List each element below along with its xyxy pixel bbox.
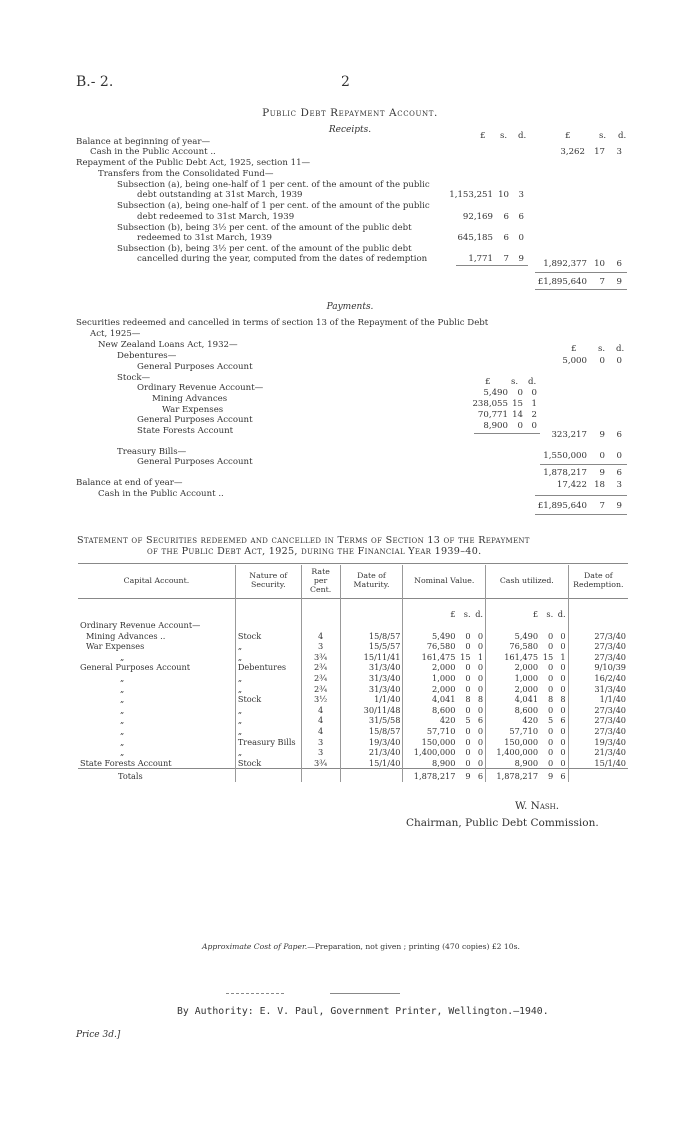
table-row bbox=[78, 641, 628, 652]
cell-redemption: 31/3/40 bbox=[568, 684, 628, 695]
cell-cash-d: 6 bbox=[560, 715, 566, 726]
cell-account: General Purposes Account bbox=[80, 662, 191, 673]
signatory-title: Chairman, Public Debt Commission. bbox=[406, 817, 599, 829]
cell-maturity: 15/1/40 bbox=[340, 758, 403, 769]
cell-cash-d: 0 bbox=[560, 725, 566, 736]
table-row bbox=[78, 747, 628, 758]
cell-rate: 3½ bbox=[301, 694, 340, 705]
cell-nom: 420 bbox=[403, 715, 458, 726]
cell-rate: 2¾ bbox=[301, 673, 340, 684]
cell-nature: Debentures bbox=[235, 662, 301, 673]
cell-account: „ bbox=[120, 683, 125, 694]
cell-maturity: 15/11/41 bbox=[340, 652, 403, 663]
cell-rate: 3 bbox=[301, 737, 340, 748]
cell-rate: 2¾ bbox=[301, 662, 340, 673]
cell-nom-s: 0 bbox=[465, 641, 471, 652]
col-cash-utilized: Cash utilized. bbox=[486, 565, 569, 598]
account-title: Public Debt Repayment Account. bbox=[262, 107, 438, 119]
cell-nom-d: 8 bbox=[477, 694, 484, 705]
cell-nom-s: 0 bbox=[465, 736, 471, 747]
cell-rate bbox=[301, 620, 340, 631]
cell-nom: 57,710 bbox=[403, 726, 458, 737]
cell-nature: „ bbox=[235, 641, 301, 652]
cell-redemption: 19/3/40 bbox=[568, 737, 628, 748]
cell-redemption: 16/2/40 bbox=[568, 673, 628, 684]
cell-account: Mining Advances .. bbox=[86, 630, 166, 641]
cell-cash-d: 0 bbox=[560, 673, 566, 684]
cell-nom-s: 0 bbox=[465, 725, 471, 736]
cell-nom-d: 0 bbox=[477, 747, 484, 758]
col-nature: Nature of Security. bbox=[235, 565, 301, 598]
totals-nom-d: 6 bbox=[473, 769, 486, 783]
totals-empty-cell bbox=[340, 769, 403, 783]
cell-cash: 420 bbox=[486, 715, 541, 726]
cell-cash-s: 0 bbox=[547, 725, 554, 736]
cell-nom-s: 5 bbox=[465, 715, 471, 726]
cell-nature: „ bbox=[235, 726, 301, 737]
cell-nom-d bbox=[473, 620, 486, 631]
cell-nom-s bbox=[457, 620, 472, 631]
table-row bbox=[78, 737, 628, 748]
cell-account: „ bbox=[120, 725, 125, 736]
cell-cash: 2,000 bbox=[486, 684, 541, 695]
cell-nom: 4,041 bbox=[403, 694, 458, 705]
cell-nom: 1,000 bbox=[403, 673, 458, 684]
col-maturity: Date of Maturity. bbox=[340, 565, 403, 598]
receipts-subtitle: Receipts. bbox=[328, 125, 372, 135]
col-capital-account: Capital Account. bbox=[123, 575, 190, 585]
table-row bbox=[78, 631, 628, 642]
table-units-row: £ s. d. £ s. d. bbox=[78, 609, 628, 620]
cell-nom: 1,400,000 bbox=[403, 747, 458, 758]
cell-nom-d: 0 bbox=[477, 641, 484, 652]
cell-cash-s: 5 bbox=[547, 715, 554, 726]
receipts-items-rule bbox=[456, 265, 528, 266]
totals-cash-d: 6 bbox=[555, 769, 568, 783]
cell-nature: „ bbox=[235, 673, 301, 684]
cell-cash: 8,600 bbox=[486, 705, 541, 716]
cell-nom-d: 0 bbox=[477, 662, 484, 673]
cell-maturity: 15/8/57 bbox=[340, 726, 403, 737]
table-row bbox=[78, 694, 628, 705]
cell-maturity: 15/8/57 bbox=[340, 631, 403, 642]
cell-maturity: 15/5/57 bbox=[340, 641, 403, 652]
cell-redemption: 27/3/40 bbox=[568, 715, 628, 726]
cell-nom-s: 0 bbox=[465, 757, 471, 768]
table-row bbox=[78, 726, 628, 737]
cell-cash-d: 0 bbox=[560, 683, 566, 694]
cell-nom-d: 0 bbox=[477, 725, 484, 736]
cell-nom-d: 0 bbox=[477, 683, 484, 694]
cell-nom-d: 0 bbox=[477, 736, 484, 747]
cell-rate: 4 bbox=[301, 631, 340, 642]
cell-nom-d: 0 bbox=[477, 704, 484, 715]
cell-nom-s: 15 bbox=[460, 651, 471, 662]
cell-redemption: 27/3/40 bbox=[568, 631, 628, 642]
cell-nom-s: 0 bbox=[465, 673, 471, 684]
cell-account: „ bbox=[120, 673, 125, 684]
cell-nom-d: 1 bbox=[477, 651, 484, 662]
table-row bbox=[78, 673, 628, 684]
cell-cash-s: 0 bbox=[547, 683, 554, 694]
table-row bbox=[78, 652, 628, 663]
cell-rate: 4 bbox=[301, 705, 340, 716]
cell-cash-s: 0 bbox=[547, 736, 554, 747]
cell-rate: 2¾ bbox=[301, 684, 340, 695]
cell-cash: 57,710 bbox=[486, 726, 541, 737]
cell-cash-d: 0 bbox=[560, 704, 566, 715]
totals-empty-cell bbox=[568, 769, 628, 783]
cell-nom-s: 0 bbox=[465, 747, 471, 758]
cell-maturity: 31/5/58 bbox=[340, 715, 403, 726]
cell-rate: 4 bbox=[301, 726, 340, 737]
col-rate: Rate per Cent. bbox=[301, 565, 340, 598]
cell-cash: 4,041 bbox=[486, 694, 541, 705]
cell-redemption: 27/3/40 bbox=[568, 641, 628, 652]
totals-empty-cell bbox=[301, 769, 340, 783]
price: Price 3d.] bbox=[76, 1030, 121, 1040]
cell-maturity: 1/1/40 bbox=[340, 694, 403, 705]
cell-redemption: 27/3/40 bbox=[568, 705, 628, 716]
cell-maturity: 31/3/40 bbox=[340, 662, 403, 673]
cell-nature: Treasury Bills bbox=[235, 737, 301, 748]
cell-nom: 5,490 bbox=[403, 631, 458, 642]
cell-nom: 161,475 bbox=[403, 652, 458, 663]
document-reference: B.- 2. bbox=[76, 74, 114, 90]
securities-table bbox=[78, 565, 628, 782]
cell-cash: 161,475 bbox=[486, 652, 541, 663]
cell-nom: 76,580 bbox=[403, 641, 458, 652]
statement-title-line1: Statement of Securities redeemed and cancelled in Terms of Section 13 of the Repayment bbox=[77, 535, 530, 546]
cell-nom: 8,600 bbox=[403, 705, 458, 716]
table-row bbox=[78, 705, 628, 716]
cell-account: „ bbox=[120, 694, 125, 705]
cell-cash: 5,490 bbox=[486, 631, 541, 642]
cell-maturity: 31/3/40 bbox=[340, 673, 403, 684]
cell-nature: „ bbox=[235, 705, 301, 716]
cell-nom: 2,000 bbox=[403, 662, 458, 673]
table-row bbox=[78, 715, 628, 726]
cell-cash-s: 0 bbox=[547, 673, 554, 684]
cell-cash-s: 0 bbox=[547, 757, 554, 768]
cell-cash-d: 0 bbox=[560, 757, 566, 768]
totals-empty-cell bbox=[235, 769, 301, 783]
cell-cash-d: 0 bbox=[560, 736, 566, 747]
payments-subtitle: Payments. bbox=[326, 302, 374, 312]
cell-redemption: 9/10/39 bbox=[568, 662, 628, 673]
cell-nom-s: 0 bbox=[465, 683, 471, 694]
payments-subtotal-rule bbox=[540, 464, 627, 465]
table-row bbox=[78, 684, 628, 695]
cell-rate: 3¾ bbox=[301, 652, 340, 663]
totals-nom-s: 9 bbox=[457, 769, 472, 783]
page-number: 2 bbox=[341, 74, 350, 90]
totals-label: Totals bbox=[78, 769, 235, 783]
cell-account: „ bbox=[120, 736, 125, 747]
cell-nom-s: 0 bbox=[465, 662, 471, 673]
cell-account: Ordinary Revenue Account— bbox=[80, 620, 201, 631]
cell-maturity: 19/3/40 bbox=[340, 737, 403, 748]
cell-cash bbox=[486, 620, 541, 631]
totals-nom: 1,878,217 bbox=[403, 769, 458, 783]
cell-cash-d: 0 bbox=[560, 630, 566, 641]
cell-rate: 3 bbox=[301, 641, 340, 652]
cell-maturity bbox=[340, 620, 403, 631]
cell-account: State Forests Account bbox=[80, 757, 172, 768]
cell-redemption: 15/1/40 bbox=[568, 758, 628, 769]
cell-redemption: 21/3/40 bbox=[568, 747, 628, 758]
cell-account: War Expenses bbox=[86, 641, 145, 652]
cell-nom-d: 0 bbox=[477, 630, 484, 641]
table-header-row bbox=[78, 565, 628, 598]
cell-account: „ bbox=[120, 747, 125, 758]
cell-cash-s: 0 bbox=[547, 630, 554, 641]
totals-cash: 1,878,217 bbox=[486, 769, 541, 783]
cell-nature: Stock bbox=[235, 631, 301, 642]
cell-cash-s: 15 bbox=[542, 651, 554, 662]
cell-cash-s: 0 bbox=[547, 747, 554, 758]
cell-nom-s: 0 bbox=[465, 704, 471, 715]
table-spacer-row bbox=[78, 598, 628, 609]
cell-nom: 150,000 bbox=[403, 737, 458, 748]
table-row bbox=[78, 758, 628, 769]
cell-nom bbox=[403, 620, 458, 631]
cell-cash: 150,000 bbox=[486, 737, 541, 748]
col-redemption: Date of Redemption. bbox=[568, 565, 628, 598]
cell-rate: 4 bbox=[301, 715, 340, 726]
cell-nature: „ bbox=[235, 652, 301, 663]
cell-nature: „ bbox=[235, 684, 301, 695]
cell-cash-s bbox=[540, 620, 555, 631]
cell-maturity: 30/11/48 bbox=[340, 705, 403, 716]
cell-cash-s: 8 bbox=[547, 694, 554, 705]
cell-cash-d: 0 bbox=[560, 641, 566, 652]
cell-maturity: 21/3/40 bbox=[340, 747, 403, 758]
statement-top-rule bbox=[78, 563, 628, 564]
cell-nom-d: 0 bbox=[477, 673, 484, 684]
cell-redemption: 27/3/40 bbox=[568, 652, 628, 663]
cell-nature: „ bbox=[235, 715, 301, 726]
table-row bbox=[78, 620, 628, 631]
cell-cash: 2,000 bbox=[486, 662, 541, 673]
cell-nature: Stock bbox=[235, 758, 301, 769]
statement-title-line2: of the Public Debt Act, 1925, during the Financial Year 1939–40. bbox=[147, 546, 482, 557]
table-row bbox=[78, 662, 628, 673]
payments-total-rule-bottom bbox=[535, 514, 627, 515]
cell-cash: 1,000 bbox=[486, 673, 541, 684]
signatory-name: W. Nash. bbox=[515, 800, 560, 812]
cell-nature bbox=[235, 620, 301, 631]
cell-redemption: 27/3/40 bbox=[568, 726, 628, 737]
cell-cash-d bbox=[555, 620, 568, 631]
cell-maturity: 31/3/40 bbox=[340, 684, 403, 695]
cell-cash: 76,580 bbox=[486, 641, 541, 652]
footer-rule-left bbox=[226, 993, 284, 994]
cell-nature: Stock bbox=[235, 694, 301, 705]
cell-nom-d: 0 bbox=[477, 757, 484, 768]
cost-note: Approximate Cost of Paper.—Preparation, not given ; printing (470 copies) £2 10s. bbox=[202, 942, 520, 951]
payments-stock-rule bbox=[474, 433, 540, 434]
cell-nom-s: 0 bbox=[465, 630, 471, 641]
cell-cash-d: 0 bbox=[560, 747, 566, 758]
cell-cash-d: 0 bbox=[560, 662, 566, 673]
printer-authority: By Authority: E. V. Paul, Government Printer, Wellington.—1940. bbox=[177, 1006, 549, 1017]
cell-cash-s: 0 bbox=[547, 662, 554, 673]
cell-nom: 8,900 bbox=[403, 758, 458, 769]
cell-cash-d: 8 bbox=[560, 694, 566, 705]
receipts-total-rule-top bbox=[535, 272, 627, 273]
totals-row bbox=[78, 769, 628, 783]
cell-redemption bbox=[568, 620, 628, 631]
payments-total-rule-top bbox=[535, 495, 627, 496]
cell-cash: 8,900 bbox=[486, 758, 541, 769]
cell-nom-s: 8 bbox=[465, 694, 471, 705]
cell-rate: 3 bbox=[301, 747, 340, 758]
cell-cash-d: 1 bbox=[560, 651, 566, 662]
cell-redemption: 1/1/40 bbox=[568, 694, 628, 705]
receipts-total-rule-bottom bbox=[535, 289, 627, 290]
col-nominal-value: Nominal Value. bbox=[403, 565, 486, 598]
cell-rate: 3¾ bbox=[301, 758, 340, 769]
cell-nature: „ bbox=[235, 747, 301, 758]
cell-nom-d: 6 bbox=[477, 715, 484, 726]
cell-cash-s: 0 bbox=[547, 641, 554, 652]
footer-rule-right bbox=[330, 993, 400, 994]
cell-cash-s: 0 bbox=[547, 704, 554, 715]
cell-account: „ bbox=[120, 651, 125, 662]
cell-account: „ bbox=[120, 704, 125, 715]
totals-cash-s: 9 bbox=[540, 769, 555, 783]
cell-cash: 1,400,000 bbox=[486, 747, 541, 758]
cell-account: „ bbox=[120, 715, 125, 726]
cell-nom: 2,000 bbox=[403, 684, 458, 695]
